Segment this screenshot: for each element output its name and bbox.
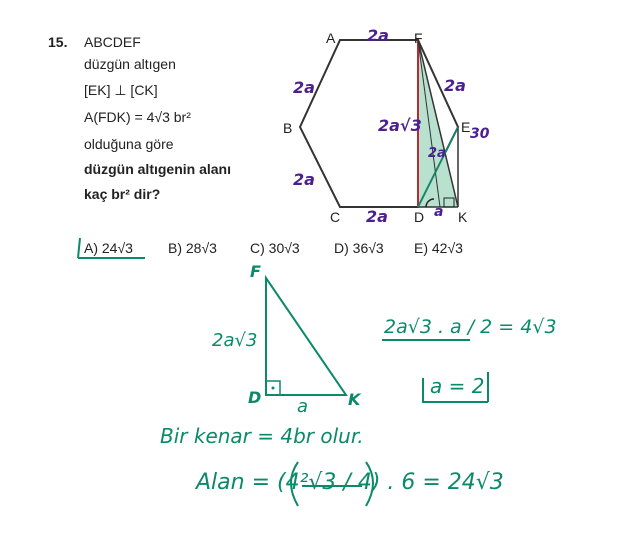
vertex-d: D: [414, 209, 425, 225]
vertex-c: C: [330, 209, 341, 225]
vertex-a: A: [326, 30, 336, 46]
work-area: Alan = (4²√3 / 4) . 6 = 24√3: [196, 470, 504, 495]
tri-base-label: a: [297, 396, 309, 417]
choice-a-value: 24√3: [101, 240, 133, 256]
question-line-6: düzgün altıgenin alanı: [84, 161, 231, 177]
side-label-af: 2a: [367, 26, 389, 45]
small-label-2a: 2a: [428, 146, 446, 161]
choice-e[interactable]: [414, 240, 463, 256]
work-note: Bir kenar = 4br olur.: [160, 424, 364, 448]
height-label: 2a√3: [378, 116, 422, 135]
question-line-4: A(FDK) = 4√3 br²: [84, 109, 191, 125]
angle-label-30: 30: [470, 126, 490, 142]
side-label-fe: 2a: [444, 76, 466, 95]
vertex-b: B: [283, 120, 293, 136]
choice-c[interactable]: [250, 240, 300, 256]
choice-d-value: 36√3: [352, 240, 384, 256]
choice-a[interactable]: [84, 240, 133, 256]
question-line-1: ABCDEF: [84, 34, 141, 50]
tri-vertex-f: F: [250, 262, 261, 281]
work-result: a = 2: [430, 374, 485, 398]
vertex-k: K: [458, 209, 468, 225]
choice-e-letter: E): [414, 240, 428, 256]
choice-b-letter: B): [168, 240, 182, 256]
choice-c-letter: C): [250, 240, 265, 256]
question-line-7: kaç br² dir?: [84, 186, 161, 202]
triangle-fdk: [266, 278, 346, 395]
side-label-ab: 2a: [293, 78, 315, 97]
choice-a-letter: A): [84, 240, 98, 256]
choice-c-value: 30√3: [268, 240, 300, 256]
side-label-cd: 2a: [366, 207, 388, 226]
work-equation: 2a√3 . a / 2 = 4√3: [384, 316, 557, 338]
question-line-5: olduğuna göre: [84, 136, 174, 152]
question-line-2: düzgün altıgen: [84, 56, 176, 72]
tri-side-label: 2a√3: [212, 330, 258, 351]
question-number: 15.: [48, 34, 68, 50]
question-line-3: [EK] ⊥ [CK]: [84, 82, 158, 98]
choice-d-letter: D): [334, 240, 349, 256]
tri-vertex-k: K: [348, 390, 361, 409]
vertex-e: E: [461, 119, 471, 135]
side-label-bc: 2a: [293, 170, 315, 189]
choice-d[interactable]: [334, 240, 384, 256]
small-label-a: a: [434, 204, 444, 220]
vertex-f: F: [414, 30, 423, 46]
choice-b-value: 28√3: [185, 240, 217, 256]
choice-e-value: 42√3: [431, 240, 463, 256]
tri-vertex-d: D: [248, 388, 262, 407]
choice-b[interactable]: [168, 240, 217, 256]
